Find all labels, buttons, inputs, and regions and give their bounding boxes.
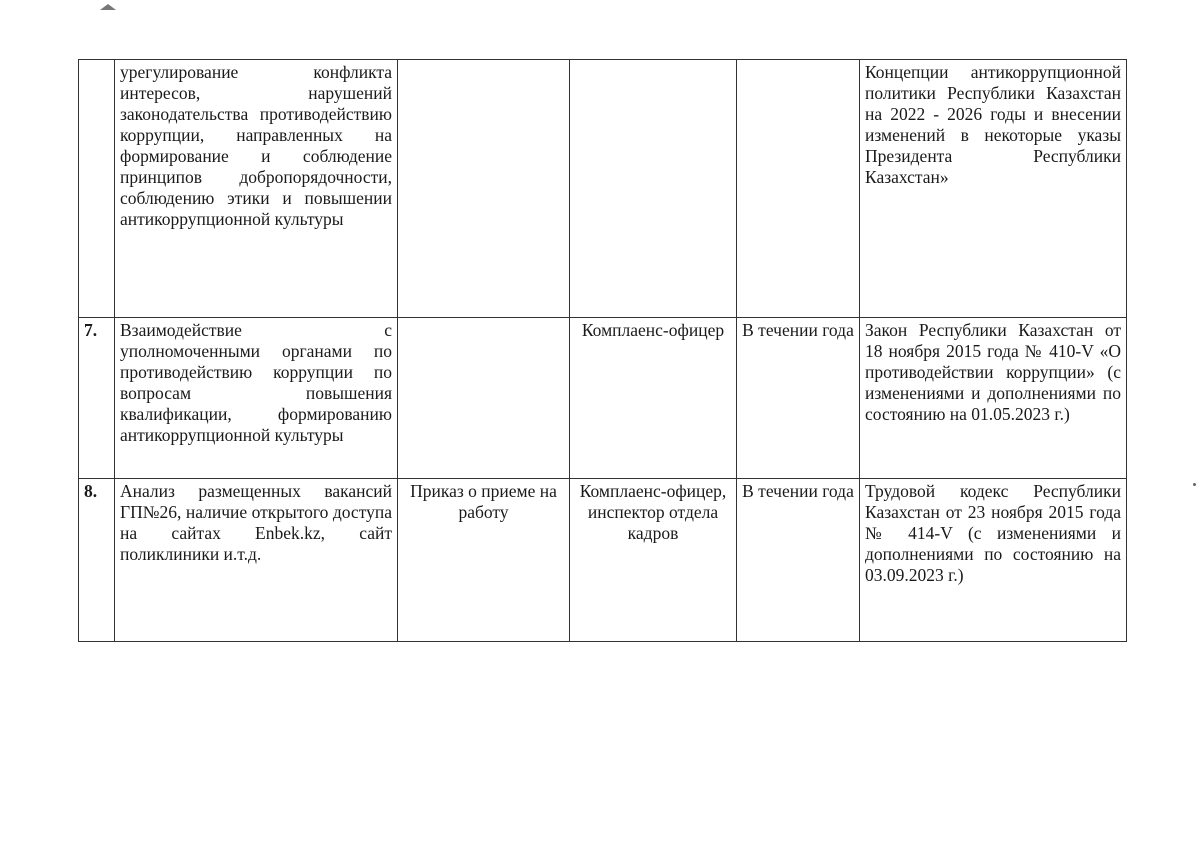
form-cell: Приказ о приеме на работу xyxy=(398,479,570,642)
form-cell xyxy=(398,60,570,318)
activity-cell: урегулирование конфликта интересов, нарушений законодательства противодействию коррупции, направленных на формирование и соблюдение принципов добропорядочности, соблюдению этики и повышении антикоррупционной культуры xyxy=(115,60,398,318)
basis-cell: Трудовой кодекс Республики Казахстан от 23 ноября 2015 года № 414-V (с изменениями и дополнениями по состоянию на 03.09.2023 г.) xyxy=(860,479,1127,642)
form-cell xyxy=(398,318,570,479)
deadline-cell xyxy=(737,60,860,318)
activity-cell: Взаимодействие с уполномоченными органами по противодействию коррупции по вопросам повышения квалификации, формированию антикоррупционной культуры xyxy=(115,318,398,479)
row-number: 7. xyxy=(79,318,115,479)
basis-cell: Концепции антикоррупционной политики Республики Казахстан на 2022 - 2026 годы и внесении изменений в некоторые указы Президента Республики Казахстан» xyxy=(860,60,1127,318)
table-row xyxy=(79,318,1127,479)
responsible-cell: Комплаенс-офицер, инспектор отдела кадров xyxy=(570,479,737,642)
scan-mark xyxy=(100,4,116,10)
activity-cell: Анализ размещенных вакансий ГП№26, наличие открытого доступа на сайтах Enbek.kz, сайт поликлиники и.т.д. xyxy=(115,479,398,642)
deadline-cell: В течении года xyxy=(737,479,860,642)
table-row xyxy=(79,60,1127,318)
basis-cell: Закон Республики Казахстан от 18 ноября 2015 года № 410-V «О противодействии коррупции» (с изменениями и дополнениями по состоянию на 01.05.2023 г.) xyxy=(860,318,1127,479)
table-row xyxy=(79,479,1127,642)
row-number xyxy=(79,60,115,318)
responsible-cell xyxy=(570,60,737,318)
responsible-cell: Комплаенс-офицер xyxy=(570,318,737,479)
deadline-cell: В течении года xyxy=(737,318,860,479)
action-plan-table xyxy=(78,59,1127,642)
scan-dot xyxy=(1193,483,1196,486)
row-number: 8. xyxy=(79,479,115,642)
